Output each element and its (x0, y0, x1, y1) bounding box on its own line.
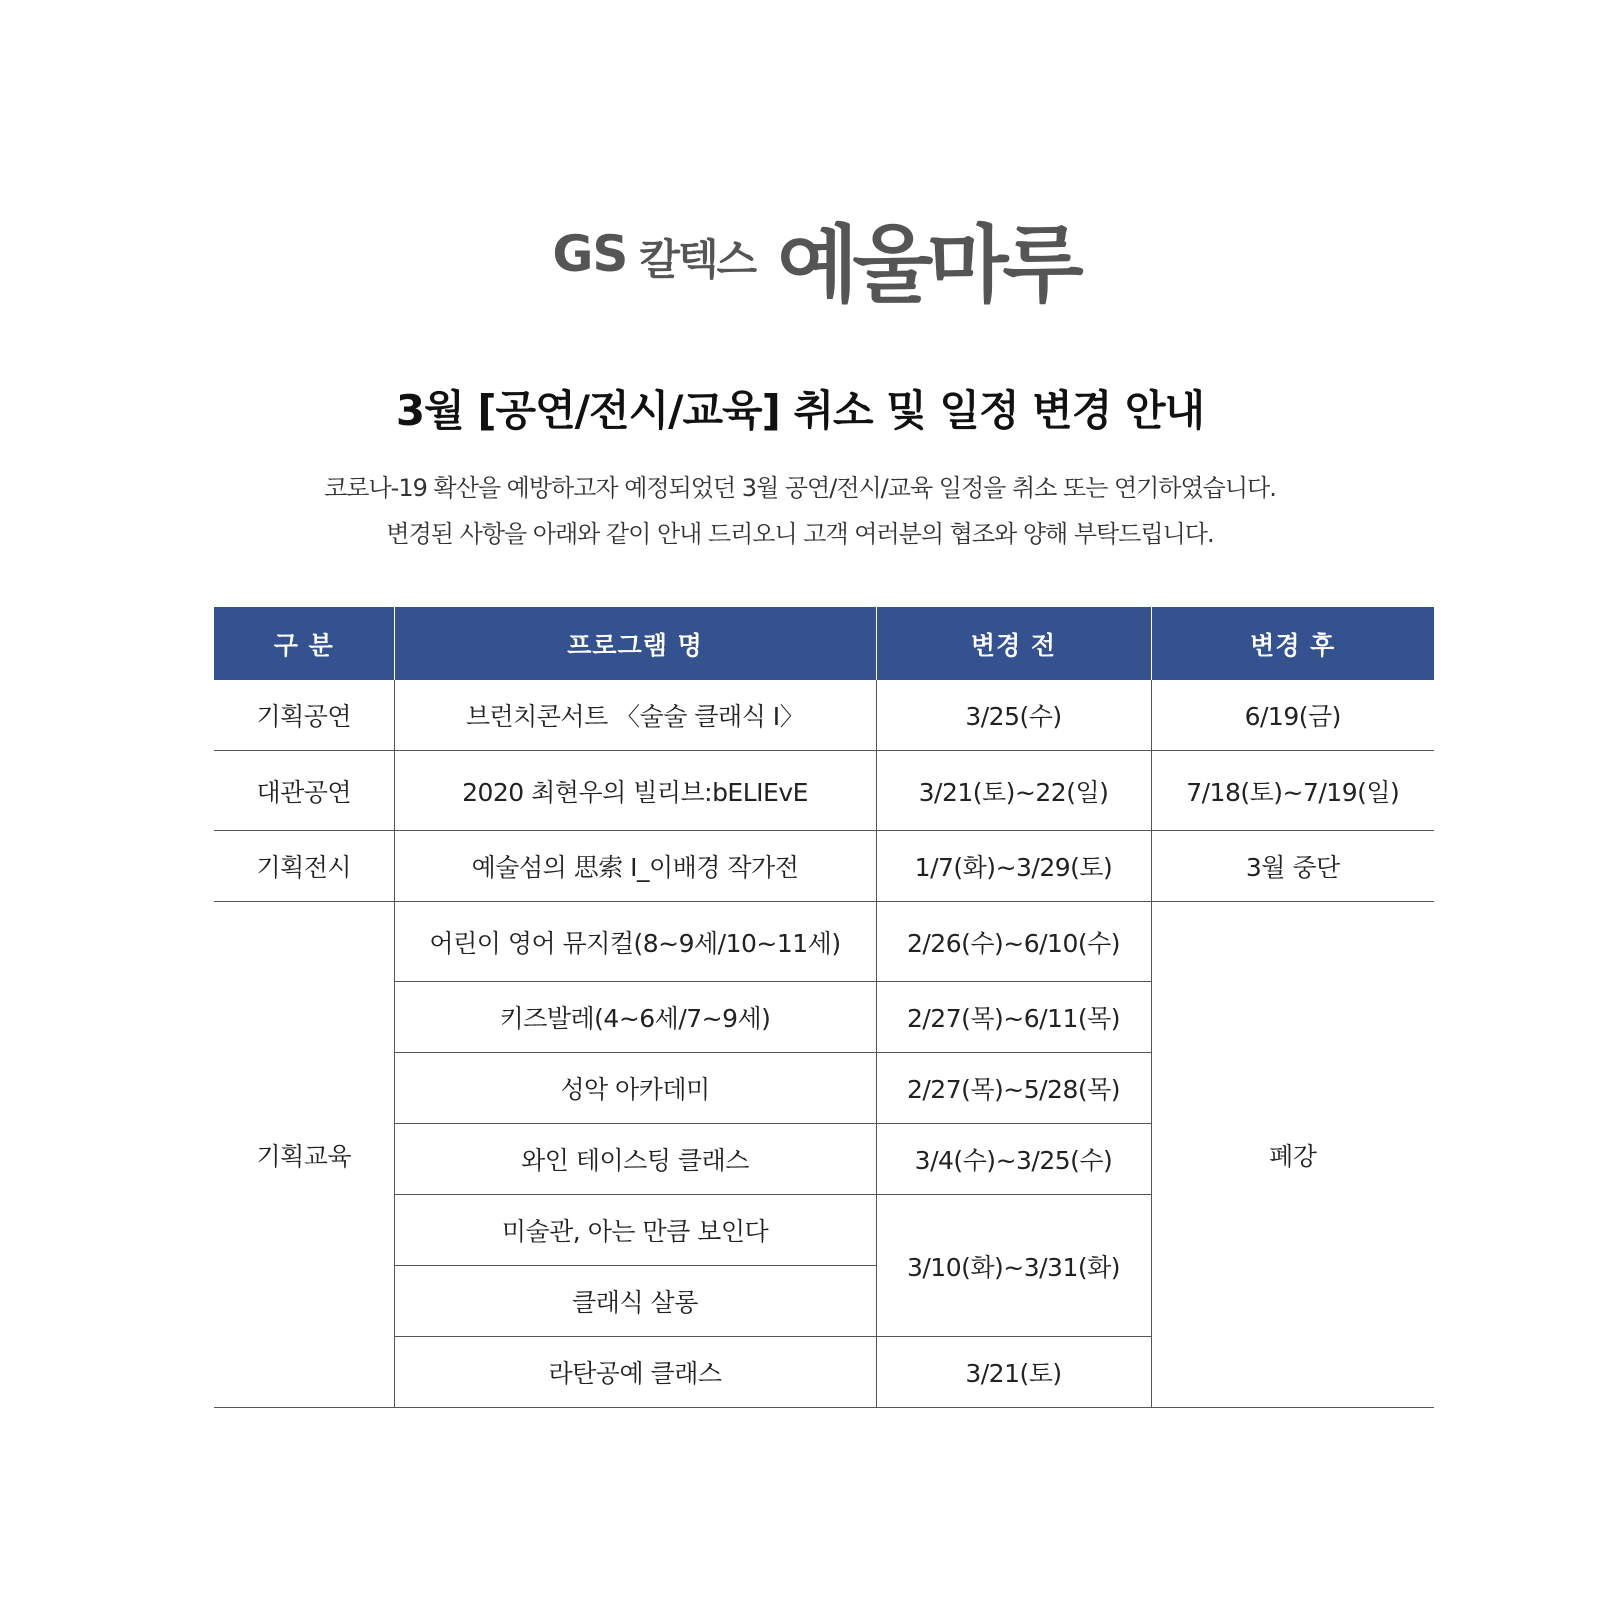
logo-caltex: 칼텍스 (639, 235, 756, 284)
program-cell: 예술섬의 思索 Ⅰ_이배경 작가전 (394, 831, 876, 902)
before-cell: 1/7(화)~3/29(토) (876, 831, 1151, 902)
before-cell: 3/25(수) (876, 680, 1151, 751)
logo-venue-name: 예울마루 (777, 216, 1078, 314)
logo-gs: GS (552, 225, 628, 283)
header-category: 구 분 (214, 607, 394, 680)
table-row (214, 902, 1434, 982)
description-line-1: 코로나-19 확산을 예방하고자 예정되었던 3월 공연/전시/교육 일정을 취소 또는 연기하였습니다. (324, 474, 1276, 502)
before-cell: 2/27(목)~5/28(목) (876, 1053, 1151, 1124)
category-cell: 기획전시 (214, 831, 394, 902)
program-cell: 성악 아카데미 (394, 1053, 876, 1124)
program-cell: 클래식 살롱 (394, 1266, 876, 1337)
before-cell: 3/21(토) (876, 1337, 1151, 1408)
program-cell: 브런치콘서트 〈술술 클래식 Ⅰ〉 (394, 680, 876, 751)
program-cell: 와인 테이스팅 클래스 (394, 1124, 876, 1195)
after-cell: 7/18(토)~7/19(일) (1151, 751, 1434, 831)
before-cell: 3/4(수)~3/25(수) (876, 1124, 1151, 1195)
before-cell: 2/26(수)~6/10(수) (876, 902, 1151, 982)
header-after: 변경 후 (1151, 607, 1434, 680)
header-program: 프로그램 명 (394, 607, 876, 680)
logo (0, 215, 1600, 345)
before-cell: 3/21(토)~22(일) (876, 751, 1151, 831)
before-cell: 2/27(목)~6/11(목) (876, 982, 1151, 1053)
category-cell: 대관공연 (214, 751, 394, 831)
before-cell: 3/10(화)~3/31(화) (876, 1195, 1151, 1337)
category-cell: 기획교육 (214, 902, 394, 1408)
program-cell: 키즈발레(4~6세/7~9세) (394, 982, 876, 1053)
header-before: 변경 전 (876, 607, 1151, 680)
page-title: 3월 [공연/전시/교육] 취소 및 일정 변경 안내 (395, 386, 1205, 435)
table-row (214, 680, 1434, 751)
schedule-table (214, 607, 1434, 1408)
program-cell: 어린이 영어 뮤지컬(8~9세/10~11세) (394, 902, 876, 982)
category-cell: 기획공연 (214, 680, 394, 751)
program-cell: 라탄공예 클래스 (394, 1337, 876, 1408)
program-cell: 미술관, 아는 만큼 보인다 (394, 1195, 876, 1266)
after-cell: 6/19(금) (1151, 680, 1434, 751)
table-row (214, 831, 1434, 902)
table-row (214, 751, 1434, 831)
after-cell: 폐강 (1151, 902, 1434, 1408)
after-cell: 3월 중단 (1151, 831, 1434, 902)
description-line-2: 변경된 사항을 아래와 같이 안내 드리오니 고객 여러분의 협조와 양해 부탁드립니다. (386, 520, 1214, 548)
program-cell: 2020 최현우의 빌리브:bELIEvE (394, 751, 876, 831)
